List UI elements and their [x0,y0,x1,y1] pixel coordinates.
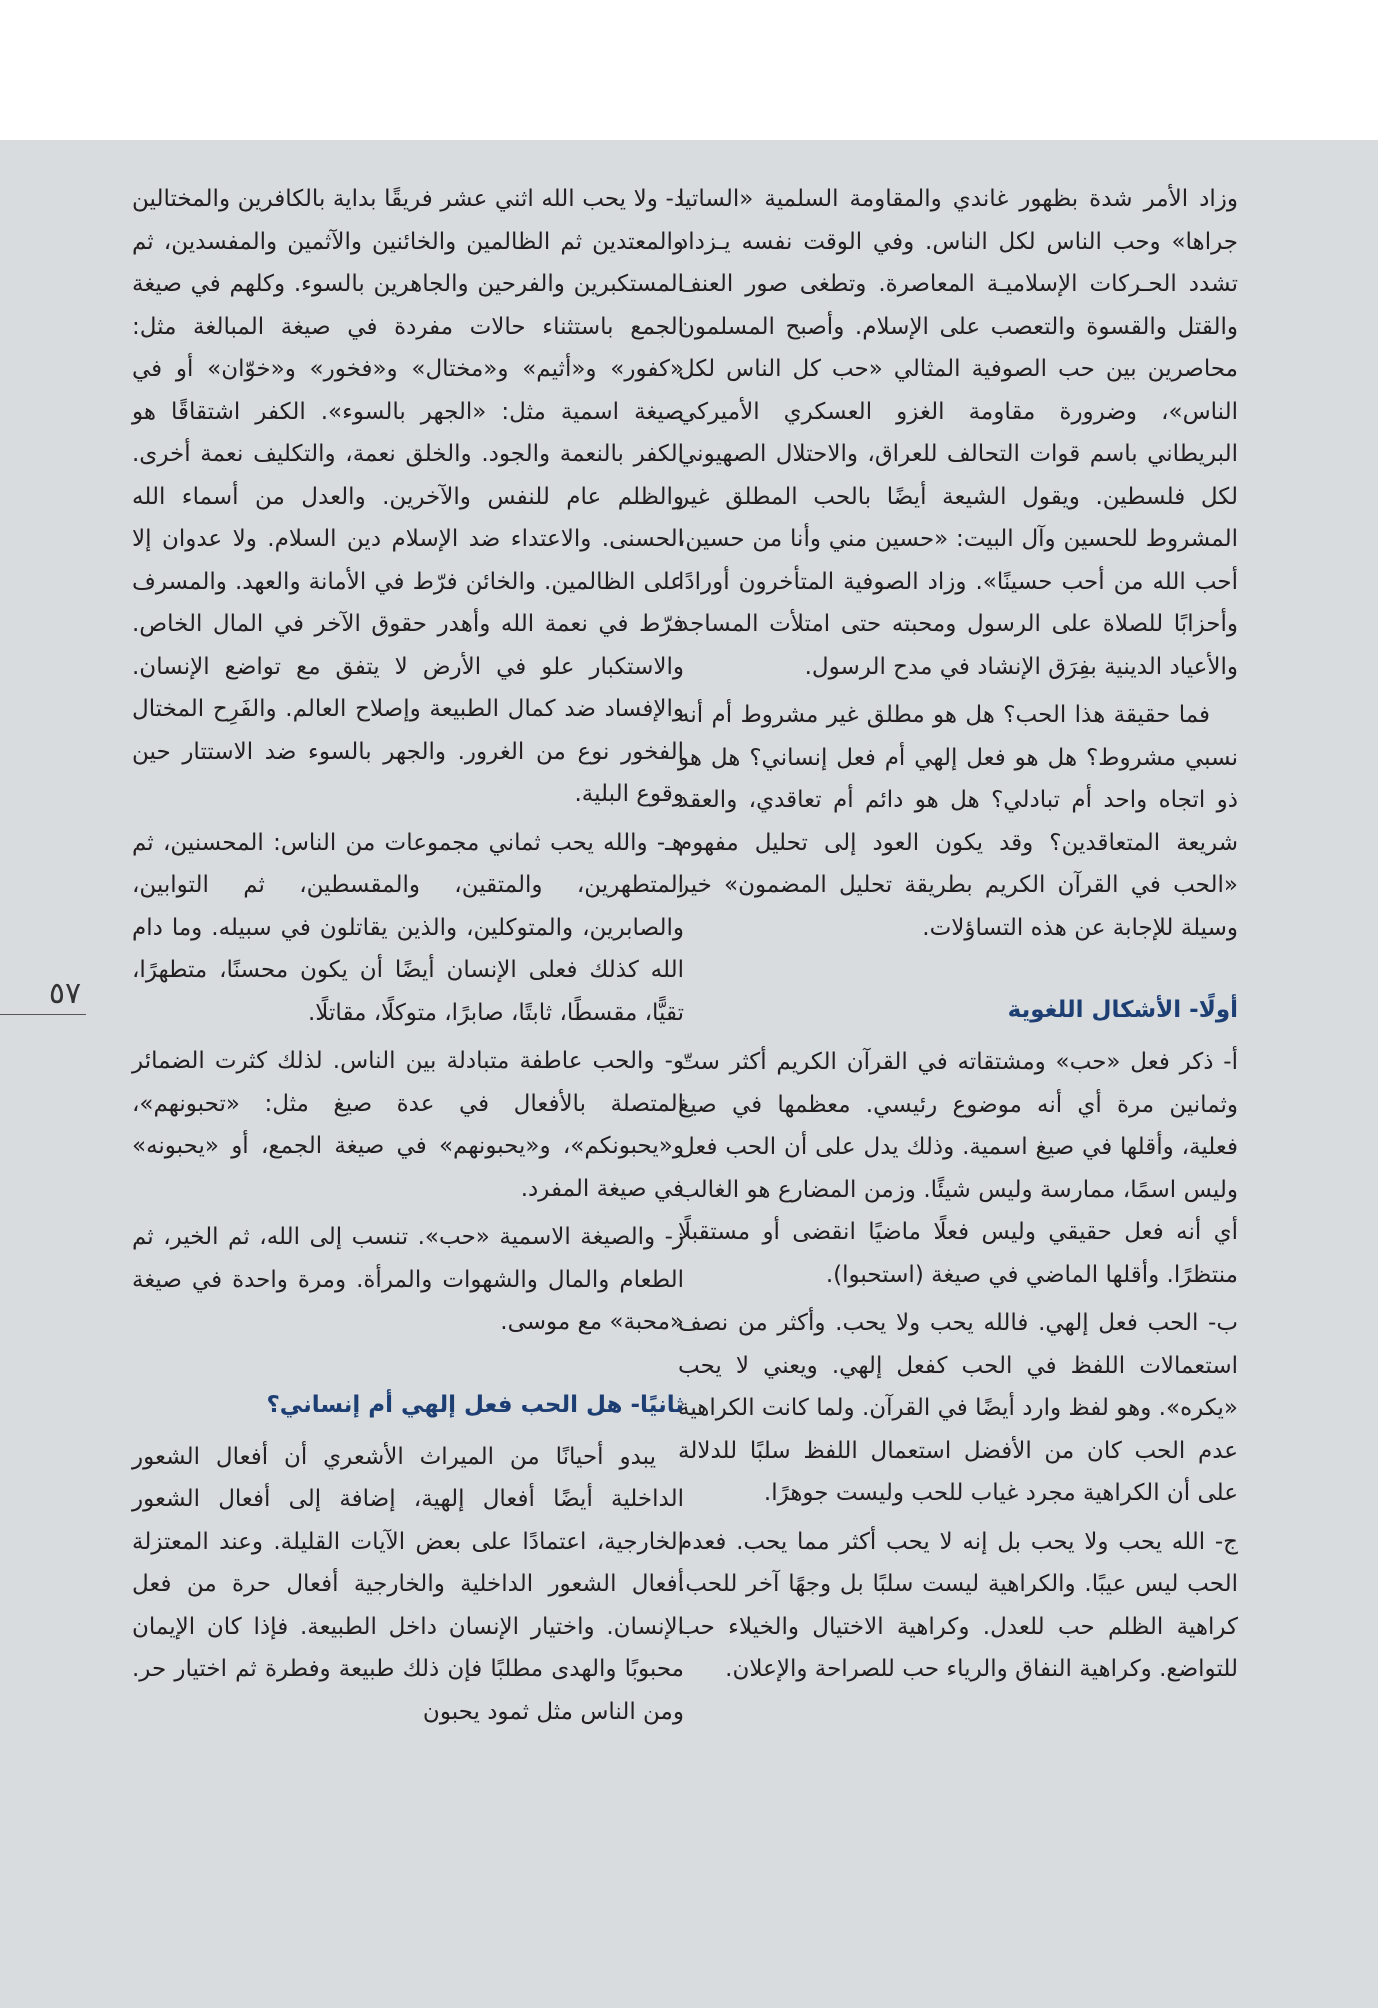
list-item: و- والحب عاطفة متبادلة بين الناس. لذلك كثرت الضمائر المتصلة بالأفعال في عدة صيغ مثل: «تحبونهم»، و«يحبونكم»، و«يحبونهم» في صيغة الجمع، أو «يحبونه» في صيغة المفرد. [132,1048,684,1202]
section-heading-divine-or-human: ثانيًا- هل الحب فعل إلهي أم إنساني؟ [266,1391,684,1418]
page-number: ٥٧ [48,976,82,1011]
paragraph: وزاد الأمر شدة بظهور غاندي والمقاومة السلمية «الساتيا جراها» وحب الناس لكل الناس. وفي الوقت نفسه يـزداد تشدد الحـركات الإسلاميـة المعاصرة. وتطغى صور العنف والقتل والقسوة والتعصب على الإسلام. وأصبح المسلمون محاصرين بين حب الصوفية المثالي «حب كل الناس لكل الناس»، وضرورة مقاومة الغزو العسكري الأميركي البريطاني باسم قوات التحالف للعراق، والاحتلال الصهيوني لكل فلسطين. ويقول الشيعة أيضًا بالحب المطلق غير المشروط للحسين وآل البيت: «حسين مني وأنا من حسين، أحب الله من أحب حسينًا». وزاد الصوفية المتأخرون أورادًا وأحزابًا للصلاة على الرسول ومحبته حتى امتلأت المساجد والأعياد الدينية بفِرَق الإنشاد في مدح الرسول. [678,186,1238,680]
page-top-margin [0,0,1378,140]
paragraph: يبدو أحيانًا من الميراث الأشعري أن أفعال الشعور الداخلية أيضًا أفعال إلهية، إضافة إلى أفعال الشعور الخارجية، اعتمادًا على بعض الآيات القليلة. وعند المعتزلة أفعال الشعور الداخلية والخارجية أفعال حرة من فعل الإنسان. واختيار الإنسان داخل الطبيعة. فإذا كان الإيمان محبوبًا والهدى مطلبًا فإن ذلك طبيعة وفطرة ثم اختيار حر. ومن الناس مثل ثمود يحبون [132,1443,684,1725]
list-item: ب- الحب فعل إلهي. فالله يحب ولا يحب. وأكثر من نصف استعمالات اللفظ في الحب كفعل إلهي. ويعني لا يحب «يكره». وهو لفظ وارد أيضًا في القرآن. ولما كانت الكراهية عدم الحب كان من الأفضل استعمال اللفظ سلبًا للدلالة على أن الكراهية مجرد غياب للحب وليست جوهرًا. [678,1310,1238,1506]
list-item: ج- الله يحب ولا يحب بل إنه لا يحب أكثر مما يحب. فعدم الحب ليس عيبًا. والكراهية ليست سلبًا بل وجهًا آخر للحب. كراهية الظلم حب للعدل. وكراهية الاختيال والخيلاء حب للتواضع. وكراهية النفاق والرياء حب للصراحة والإعلان. [678,1528,1238,1682]
left-column [132,178,684,1739]
list-item: د- ولا يحب الله اثني عشر فريقًا بداية بالكافرين والمختالين والمعتدين ثم الظالمين والخائنين والآثمين والمفسدين، ثم المستكبرين والفرحين والجاهرين بالسوء. وكلهم في صيغة الجمع باستثناء حالات مفردة في صيغة المبالغة مثل: «كفور» و«أثيم» و«مختال» و«فخور» و«خوّان» أو في صيغة اسمية مثل: «الجهر بالسوء». الكفر اشتقاقًا هو الكفر بالنعمة والجود. والخلق نعمة، والتكليف نعمة أخرى. والظلم عام للنفس والآخرين. والعدل من أسماء الله الحسنى. والاعتداء ضد الإسلام دين السلام. ولا عدوان إلا على الظالمين. والخائن فرّط في الأمانة والعهد. والمسرف فرّط في نعمة الله وأهدر حقوق الآخر في المال الخاص. والاستكبار علو في الأرض لا يتفق مع تواضع الإنسان. والإفساد ضد كمال الطبيعة وإصلاح العالم. والفَرِح المختال الفخور نوع من الغرور. والجهر بالسوء ضد الاستتار حين وقوع البلية. [132,186,684,807]
list-item: هـ- والله يحب ثماني مجموعات من الناس: المحسنين، ثم المتطهرين، والمتقين، والمقسطين، ثم التوابين، والصابرين، والمتوكلين، والذين يقاتلون في سبيله. وما دام الله كذلك فعلى الإنسان أيضًا أن يكون محسنًا، متطهرًا، تقيًّا، مقسطًا، ثابتًا، صابرًا، متوكلًا، مقاتلًا. [132,829,684,1026]
section-heading-linguistic-forms: أولًا- الأشكال اللغوية [1007,997,1238,1023]
list-item: أ- ذكر فعل «حب» ومشتقاته في القرآن الكريم أكثر ستّ وثمانين مرة أي أنه موضوع رئيسي. معظمها في صيغ فعلية، وأقلها في صيغ اسمية. وذلك يدل على أن الحب فعل وليس اسمًا، ممارسة وليس شيئًا. وزمن المضارع هو الغالب أي أنه فعل حقيقي وليس فعلًا ماضيًا انقضى أو مستقبلًا منتظرًا. وأقلها الماضي في صيغة (استحبوا). [678,1049,1238,1288]
page-number-rule [0,1014,86,1015]
list-item: ز- والصيغة الاسمية «حب». تنسب إلى الله، ثم الخير، ثم الطعام والمال والشهوات والمرأة. ومرة واحدة في صيغة «محبة» مع موسى. [132,1224,684,1335]
right-column [678,178,1238,1697]
paragraph: فما حقيقة هذا الحب؟ هل هو مطلق غير مشروط أم أنه نسبي مشروط؟ هل هو فعل إلهي أم فعل إنساني؟ هل هو ذو اتجاه واحد أم تبادلي؟ هل هو دائم أم تعاقدي، والعقد شريعة المتعاقدين؟ وقد يكون العود إلى تحليل مفهوم «الحب في القرآن الكريم بطريقة تحليل المضمون» خير وسيلة للإجابة عن هذه التساؤلات. [678,702,1238,941]
